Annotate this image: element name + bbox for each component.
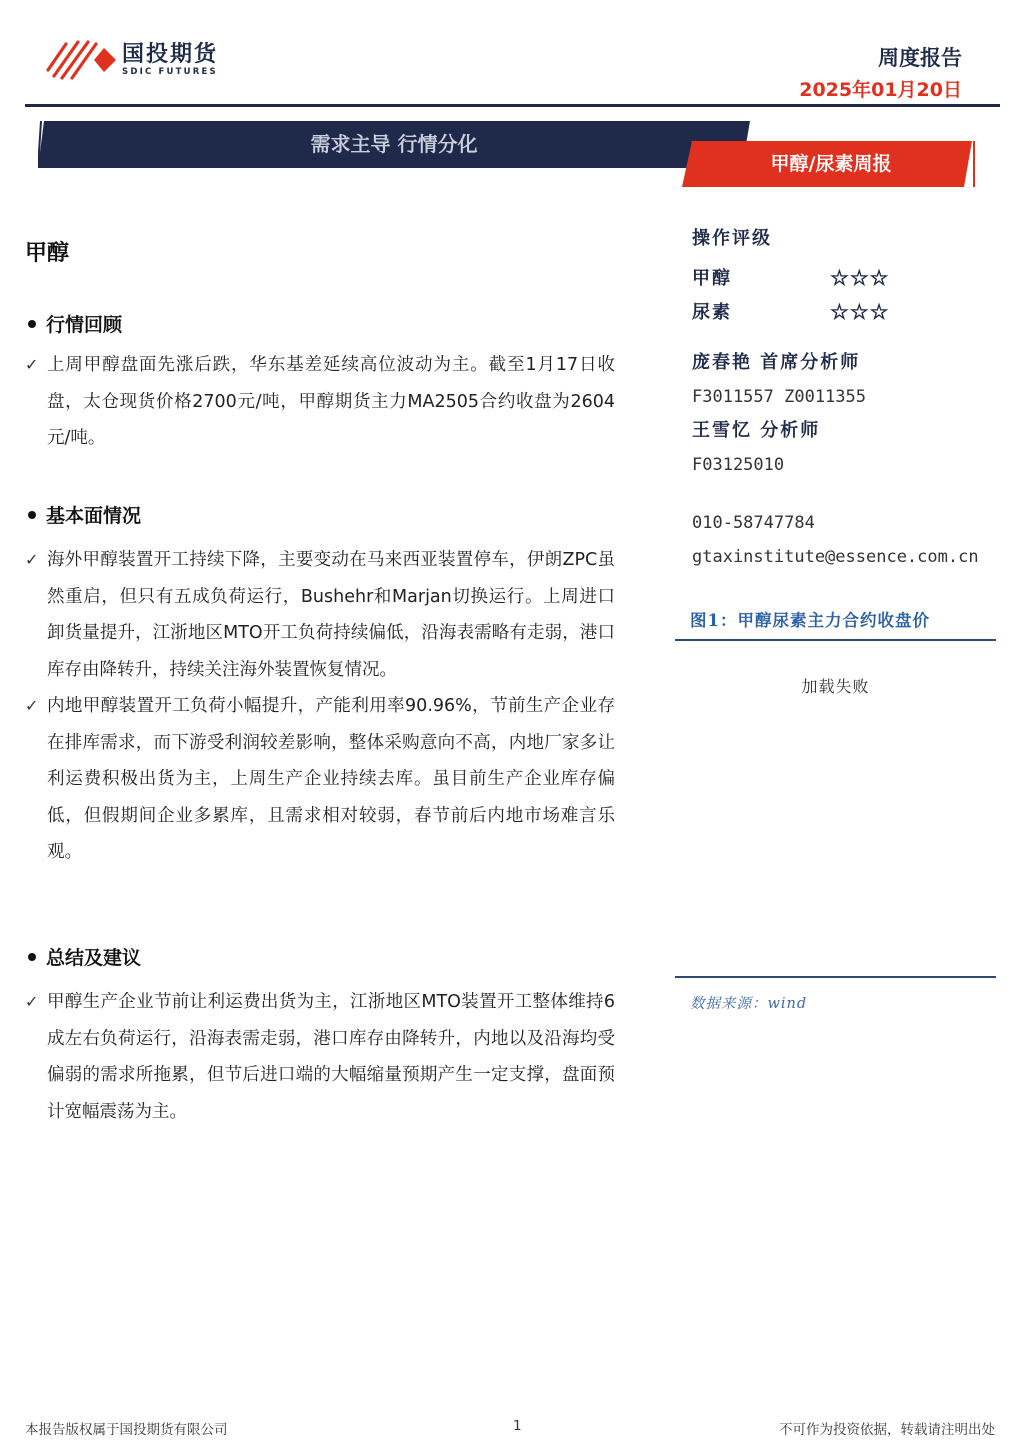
- bullet-icon: [28, 953, 36, 961]
- fundamentals-section: [25, 501, 615, 871]
- checkmark-icon: ✓: [25, 550, 39, 569]
- section-heading: 行情回顾: [25, 310, 615, 337]
- logo-stripes-icon: [44, 40, 116, 80]
- section-heading: 基本面情况: [25, 501, 615, 528]
- report-type: 周度报告: [878, 46, 962, 70]
- star-rating-icon: ☆☆☆: [830, 264, 890, 290]
- title-banner: [38, 121, 750, 168]
- section-title: 甲醇: [25, 241, 70, 266]
- bullet-icon: [28, 320, 36, 328]
- rating-row: 甲醇 ☆☆☆: [692, 264, 890, 290]
- rating-panel: [692, 224, 1012, 328]
- banner-title: 需求主导 行情分化: [310, 132, 478, 156]
- checkmark-icon: ✓: [25, 992, 39, 1011]
- summary-section: [25, 943, 615, 1130]
- footer-copyright: 本报告版权属于国投期货有限公司: [25, 1422, 228, 1438]
- page-number: 1: [513, 1418, 522, 1434]
- analyst-license: F3011557 Z0011355: [692, 387, 866, 407]
- figure-load-failed-text: 加载失败: [801, 677, 870, 696]
- bullet-icon: [28, 511, 36, 519]
- figure-top-rule: [675, 639, 996, 641]
- header-divider: [25, 104, 1000, 107]
- contact-phone: 010-58747784: [692, 513, 815, 533]
- analyst-name: 王雪忆 分析师: [692, 420, 821, 441]
- company-logo: [44, 40, 218, 80]
- paragraph: ✓ 上周甲醇盘面先涨后跌，华东基差延续高位波动为主。截至1月17日收盘，太仓现货价格2700元/吨，甲醇期货主力MA2505合约收盘为2604元/吨。: [25, 347, 615, 457]
- section-heading: 总结及建议: [25, 943, 615, 970]
- report-series-title: 甲醇/尿素周报: [770, 153, 892, 175]
- report-date: 2025年01月20日: [799, 79, 962, 101]
- analyst-license: F03125010: [692, 455, 785, 475]
- paragraph: ✓ 海外甲醇装置开工持续下降，主要变动在马来西亚装置停车，伊朗ZPC虽然重启，但只有五成负荷运行，Bushehr和Marjan切换运行。上周进口卸货量提升，江浙地区MTO开工负荷持续偏低，沿海表需略有走弱，港口库存由降转升，持续关注海外装置恢复情况。: [25, 542, 615, 688]
- analyst-panel: [692, 346, 1012, 574]
- footer-disclaimer: 不可作为投资依据，转载请注明出处: [779, 1422, 995, 1438]
- paragraph: ✓ 甲醇生产企业节前让利运费出货为主，江浙地区MTO装置开工整体维持6成左右负荷运行，沿海表需走弱，港口库存由降转升，内地以及沿海均受偏弱的需求所拖累，但节后进口端的大幅缩量预期产生一定支撑，盘面预计宽幅震荡为主。: [25, 984, 615, 1130]
- contact-email[interactable]: gtaxinstitute@essence.com.cn: [692, 547, 979, 567]
- analyst-name: 庞春艳 首席分析师: [692, 352, 861, 373]
- rating-title: 操作评级: [692, 228, 772, 249]
- checkmark-icon: ✓: [25, 696, 39, 715]
- logo-english-name: SDIC FUTURES: [122, 67, 218, 77]
- figure-bottom-rule: [675, 976, 996, 978]
- star-rating-icon: ☆☆☆: [830, 298, 890, 324]
- figure-source: 数据来源：wind: [690, 996, 808, 1012]
- market-review-section: [25, 310, 615, 457]
- checkmark-icon: ✓: [25, 355, 39, 374]
- paragraph: ✓ 内地甲醇装置开工负荷小幅提升，产能利用率90.96%，节前生产企业存在排库需求，而下游受利润较差影响，整体采购意向不高，内地厂家多让利运费积极出货为主，上周生产企业持续去库。虽目前生产企业库存偏低，但假期间企业多累库，且需求相对较弱，春节前后内地市场难言乐观。: [25, 688, 615, 871]
- figure-title: 图1：甲醇尿素主力合约收盘价: [690, 611, 930, 630]
- rating-row: 尿素 ☆☆☆: [692, 298, 890, 324]
- report-series-tag: [682, 141, 976, 187]
- logo-chinese-name: 国投期货: [122, 42, 219, 67]
